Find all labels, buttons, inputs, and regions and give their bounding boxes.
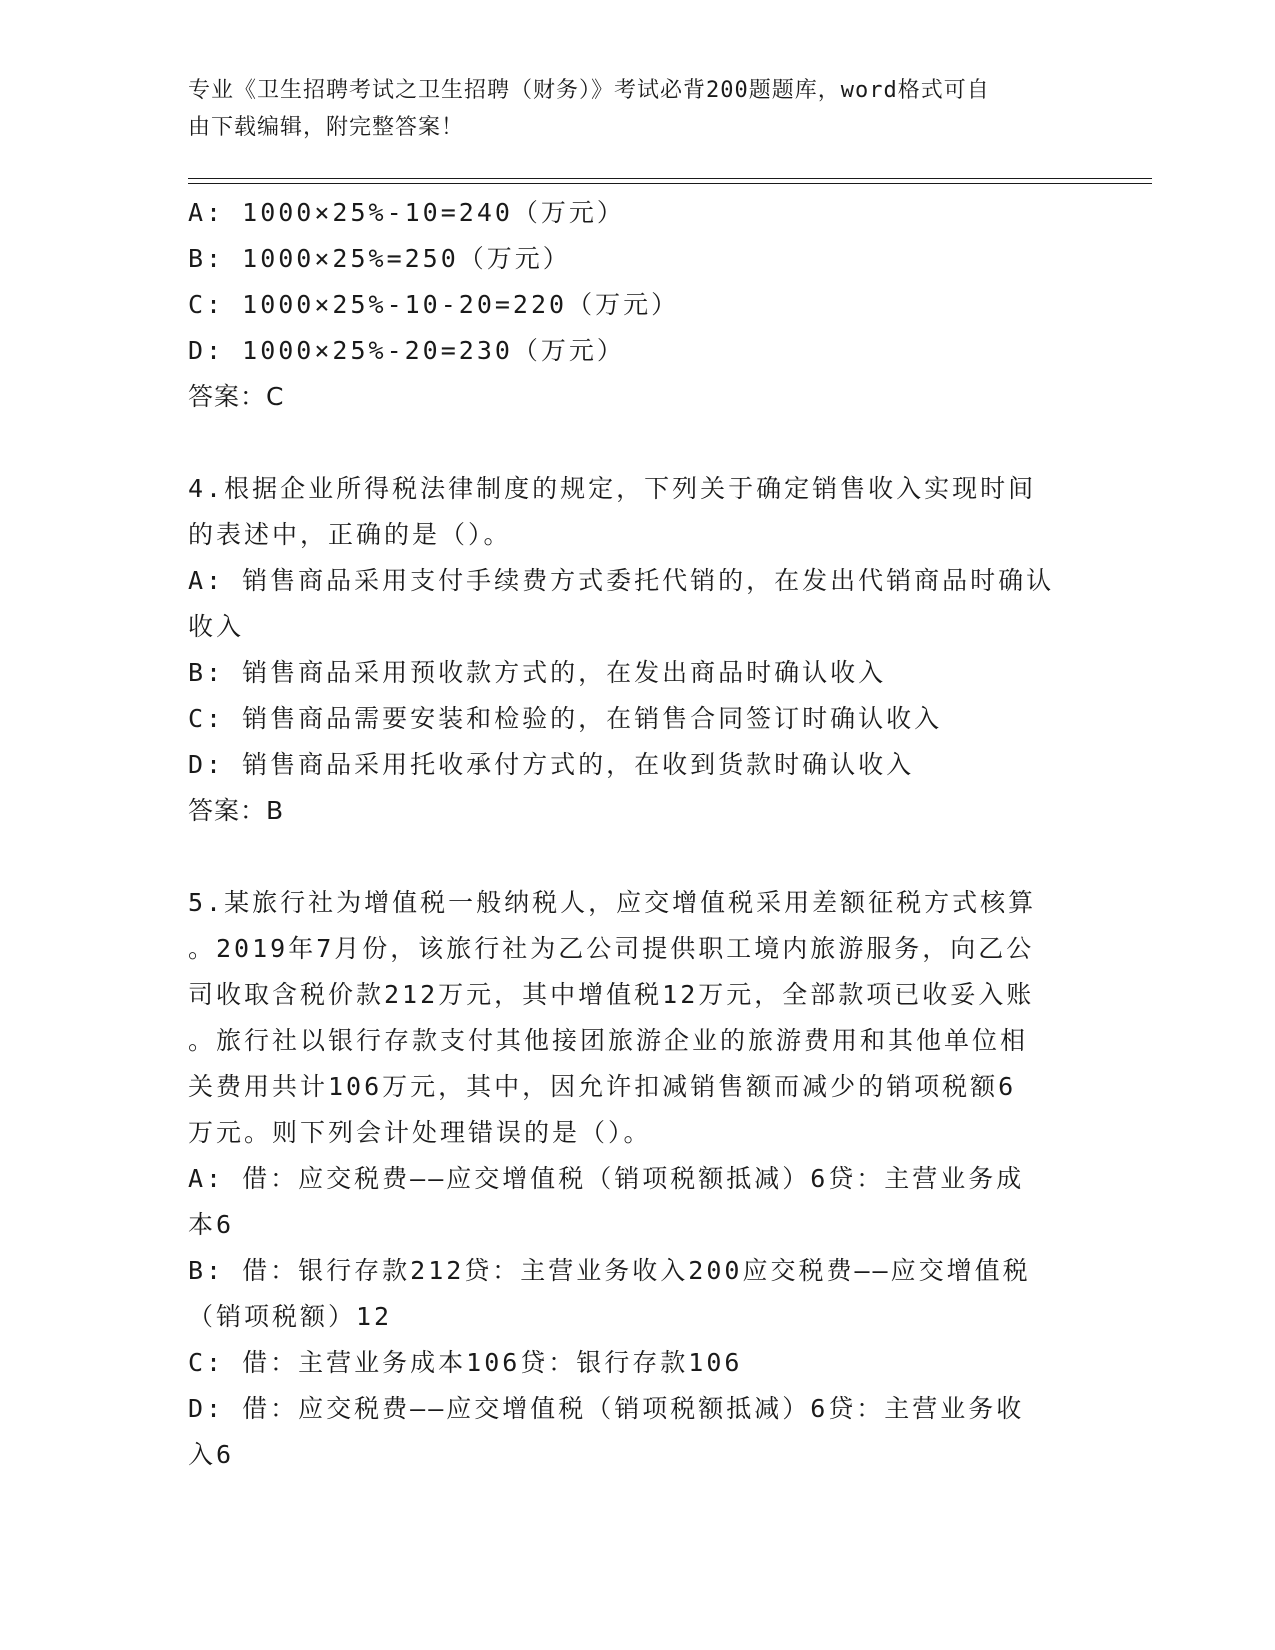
q5-option-c: C: 借：主营业务成本106贷：银行存款106 (188, 1348, 743, 1377)
q4-option-b: B: 销售商品采用预收款方式的，在发出商品时确认收入 (188, 658, 887, 687)
question-4 (188, 466, 1088, 834)
header-rule-top (188, 178, 1152, 179)
q5-option-b-line-1: B: 借：银行存款212贷：主营业务收入200应交税费——应交增值税 (188, 1256, 1031, 1285)
q5-stem-line-1: 5.某旅行社为增值税一般纳税人，应交增值税采用差额征税方式核算 (188, 888, 1037, 917)
q4-option-a-line-2: 收入 (188, 612, 245, 641)
q5-option-d-line-2: 入6 (188, 1440, 235, 1469)
q3-option-d: D: 1000×25%-20=230（万元） (188, 336, 625, 365)
q5-stem-line-5: 关费用共计106万元，其中，因允许扣减销售额而减少的销项税额6 (188, 1072, 1017, 1101)
header-title-line-1: 专业《卫生招聘考试之卫生招聘（财务）》考试必背200题题库，word格式可自 (188, 78, 990, 103)
q5-option-a-line-2: 本6 (188, 1210, 235, 1239)
document-header (188, 72, 1068, 146)
q3-answer: 答案：C (188, 382, 285, 411)
q3-option-a: A: 1000×25%-10=240（万元） (188, 198, 625, 227)
q4-option-d: D: 销售商品采用托收承付方式的，在收到货款时确认收入 (188, 750, 915, 779)
question-5 (188, 880, 1088, 1478)
section-gap (188, 834, 1088, 880)
q3-option-b: B: 1000×25%=250（万元） (188, 244, 571, 273)
q5-stem-line-6: 万元。则下列会计处理错误的是（）。 (188, 1118, 652, 1147)
q4-stem-line-2: 的表述中，正确的是（）。 (188, 520, 512, 549)
q5-stem-line-3: 司收取含税价款212万元，其中增值税12万元，全部款项已收妥入账 (188, 980, 1035, 1009)
header-rule-bottom (188, 183, 1152, 184)
q3-option-c: C: 1000×25%-10-20=220（万元） (188, 290, 680, 319)
q5-option-d-line-1: D: 借：应交税费——应交增值税（销项税额抵减）6贷：主营业务收 (188, 1394, 1025, 1423)
header-title-line-2: 由下载编辑，附完整答案！ (188, 115, 465, 140)
q4-answer: 答案：B (188, 796, 285, 825)
q5-option-b-line-2: （销项税额）12 (188, 1302, 393, 1331)
question-3 (188, 190, 1088, 420)
document-body (188, 190, 1088, 1478)
section-gap (188, 420, 1088, 466)
q4-stem-line-1: 4.根据企业所得税法律制度的规定，下列关于确定销售收入实现时间 (188, 474, 1037, 503)
q5-stem-line-4: 。旅行社以银行存款支付其他接团旅游企业的旅游费用和其他单位相 (188, 1026, 1029, 1055)
q5-stem-line-2: 。2019年7月份，该旅行社为乙公司提供职工境内旅游服务，向乙公 (188, 934, 1035, 963)
q4-option-c: C: 销售商品需要安装和检验的，在销售合同签订时确认收入 (188, 704, 943, 733)
q5-option-a-line-1: A: 借：应交税费——应交增值税（销项税额抵减）6贷：主营业务成 (188, 1164, 1025, 1193)
q4-option-a-line-1: A: 销售商品采用支付手续费方式委托代销的，在发出代销商品时确认 (188, 566, 1055, 595)
